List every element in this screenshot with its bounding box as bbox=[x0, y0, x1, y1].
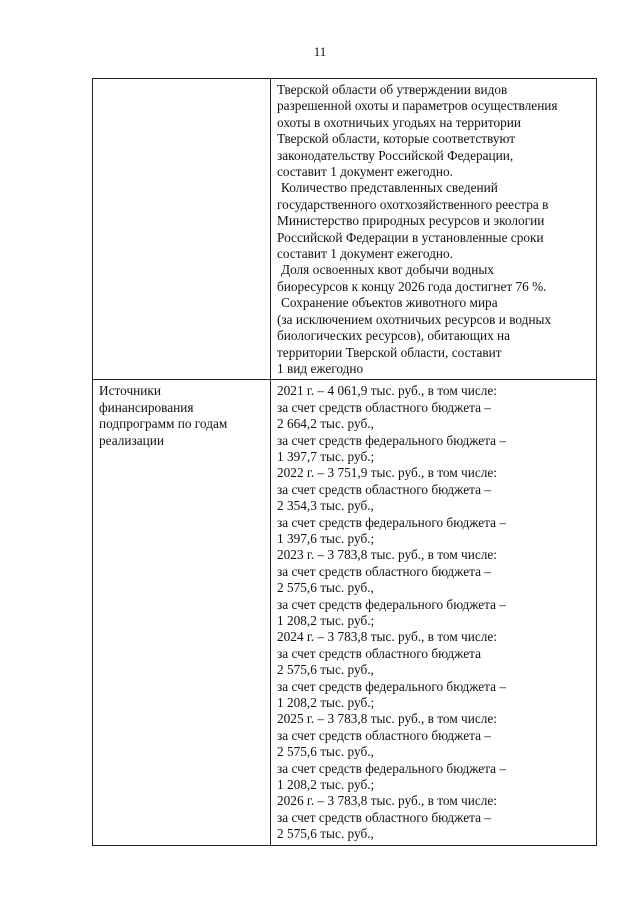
text-line: 2 354,3 тыс. руб., bbox=[277, 498, 374, 514]
text-line: Сохранение объектов животного мира bbox=[281, 295, 498, 311]
page-number: 11 bbox=[313, 44, 327, 59]
text-line: за счет средств областного бюджета bbox=[277, 645, 481, 661]
text-line: за счет средств федерального бюджета – bbox=[277, 678, 506, 694]
text-line: 2025 г. – 3 783,8 тыс. руб., в том числе: bbox=[277, 711, 497, 727]
text-line: законодательству Российской Федерации, bbox=[277, 147, 514, 163]
text-line: за счет средств областного бюджета – bbox=[277, 727, 491, 743]
text-line: биоресурсов к концу 2026 года достигнет 76 %. bbox=[277, 278, 547, 294]
text-line: 1 397,6 тыс. руб.; bbox=[277, 530, 375, 546]
text-line: 1 397,7 тыс. руб.; bbox=[277, 448, 375, 464]
text-line: 2 575,6 тыс. руб., bbox=[277, 580, 374, 596]
text-line: составит 1 документ ежегодно. bbox=[277, 246, 453, 262]
text-line: биологических ресурсов), обитающих на bbox=[277, 328, 511, 344]
row1-left-cell bbox=[93, 79, 271, 380]
text-line: подпрограмм по годам bbox=[99, 416, 228, 432]
text-line: составит 1 документ ежегодно. bbox=[277, 164, 453, 180]
text-line: 2024 г. – 3 783,8 тыс. руб., в том числе: bbox=[277, 629, 497, 645]
text-line: Тверской области, которые соответствуют bbox=[277, 131, 516, 147]
text-line: разрешенной охоты и параметров осуществления bbox=[277, 98, 558, 114]
text-line: за счет средств областного бюджета – bbox=[277, 809, 491, 825]
text-line: за счет средств областного бюджета – bbox=[277, 399, 491, 415]
text-line: 2022 г. – 3 751,9 тыс. руб., в том числе: bbox=[277, 465, 497, 481]
financing-label-cell bbox=[93, 380, 271, 845]
text-line: 2 575,6 тыс. руб., bbox=[277, 744, 374, 760]
text-line: за счет средств федерального бюджета – bbox=[277, 432, 506, 448]
text-line: за счет средств федерального бюджета – bbox=[277, 514, 506, 530]
text-line: Доля освоенных квот добычи водных bbox=[281, 262, 494, 278]
text-line: Тверской области об утверждении видов bbox=[277, 82, 508, 97]
text-line: за счет средств федерального бюджета – bbox=[277, 760, 506, 776]
text-line: за счет средств областного бюджета – bbox=[277, 563, 491, 579]
text-line: (за исключением охотничьих ресурсов и водных bbox=[277, 311, 552, 327]
text-line: за счет средств областного бюджета – bbox=[277, 481, 491, 497]
text-line: 1 вид ежегодно bbox=[277, 360, 364, 376]
text-line: Количество представленных сведений bbox=[281, 180, 498, 196]
text-line: Министерство природных ресурсов и экологии bbox=[277, 213, 545, 229]
text-line: 1 208,2 тыс. руб.; bbox=[277, 695, 375, 711]
text-line: охоты в охотничьих угодьях на территории bbox=[277, 114, 522, 130]
text-line: 2 575,6 тыс. руб., bbox=[277, 662, 374, 678]
text-line: финансирования bbox=[99, 399, 194, 415]
text-line: реализации bbox=[99, 432, 164, 448]
text-line: Источники bbox=[99, 383, 161, 399]
financing-values-cell bbox=[271, 380, 597, 845]
text-line: за счет средств федерального бюджета – bbox=[277, 596, 506, 612]
text-line: 2023 г. – 3 783,8 тыс. руб., в том числе: bbox=[277, 547, 497, 563]
table-row bbox=[93, 380, 597, 845]
text-line: государственного охотхозяйственного реестра в bbox=[277, 196, 549, 212]
table-row bbox=[93, 79, 597, 380]
text-line: 2 664,2 тыс. руб., bbox=[277, 416, 374, 432]
text-line: 1 208,2 тыс. руб.; bbox=[277, 613, 375, 628]
text-line: территории Тверской области, составит bbox=[277, 344, 502, 360]
text-line: Российской Федерации в установленные сроки bbox=[277, 229, 544, 245]
text-line: 1 208,2 тыс. руб.; bbox=[277, 777, 375, 793]
text-line: 2026 г. – 3 783,8 тыс. руб., в том числе: bbox=[277, 793, 497, 809]
passport-table bbox=[92, 78, 597, 846]
text-line: 2021 г. – 4 061,9 тыс. руб., в том числе: bbox=[277, 383, 497, 399]
text-line: 2 575,6 тыс. руб., bbox=[277, 826, 374, 842]
row1-right-cell bbox=[271, 79, 597, 380]
